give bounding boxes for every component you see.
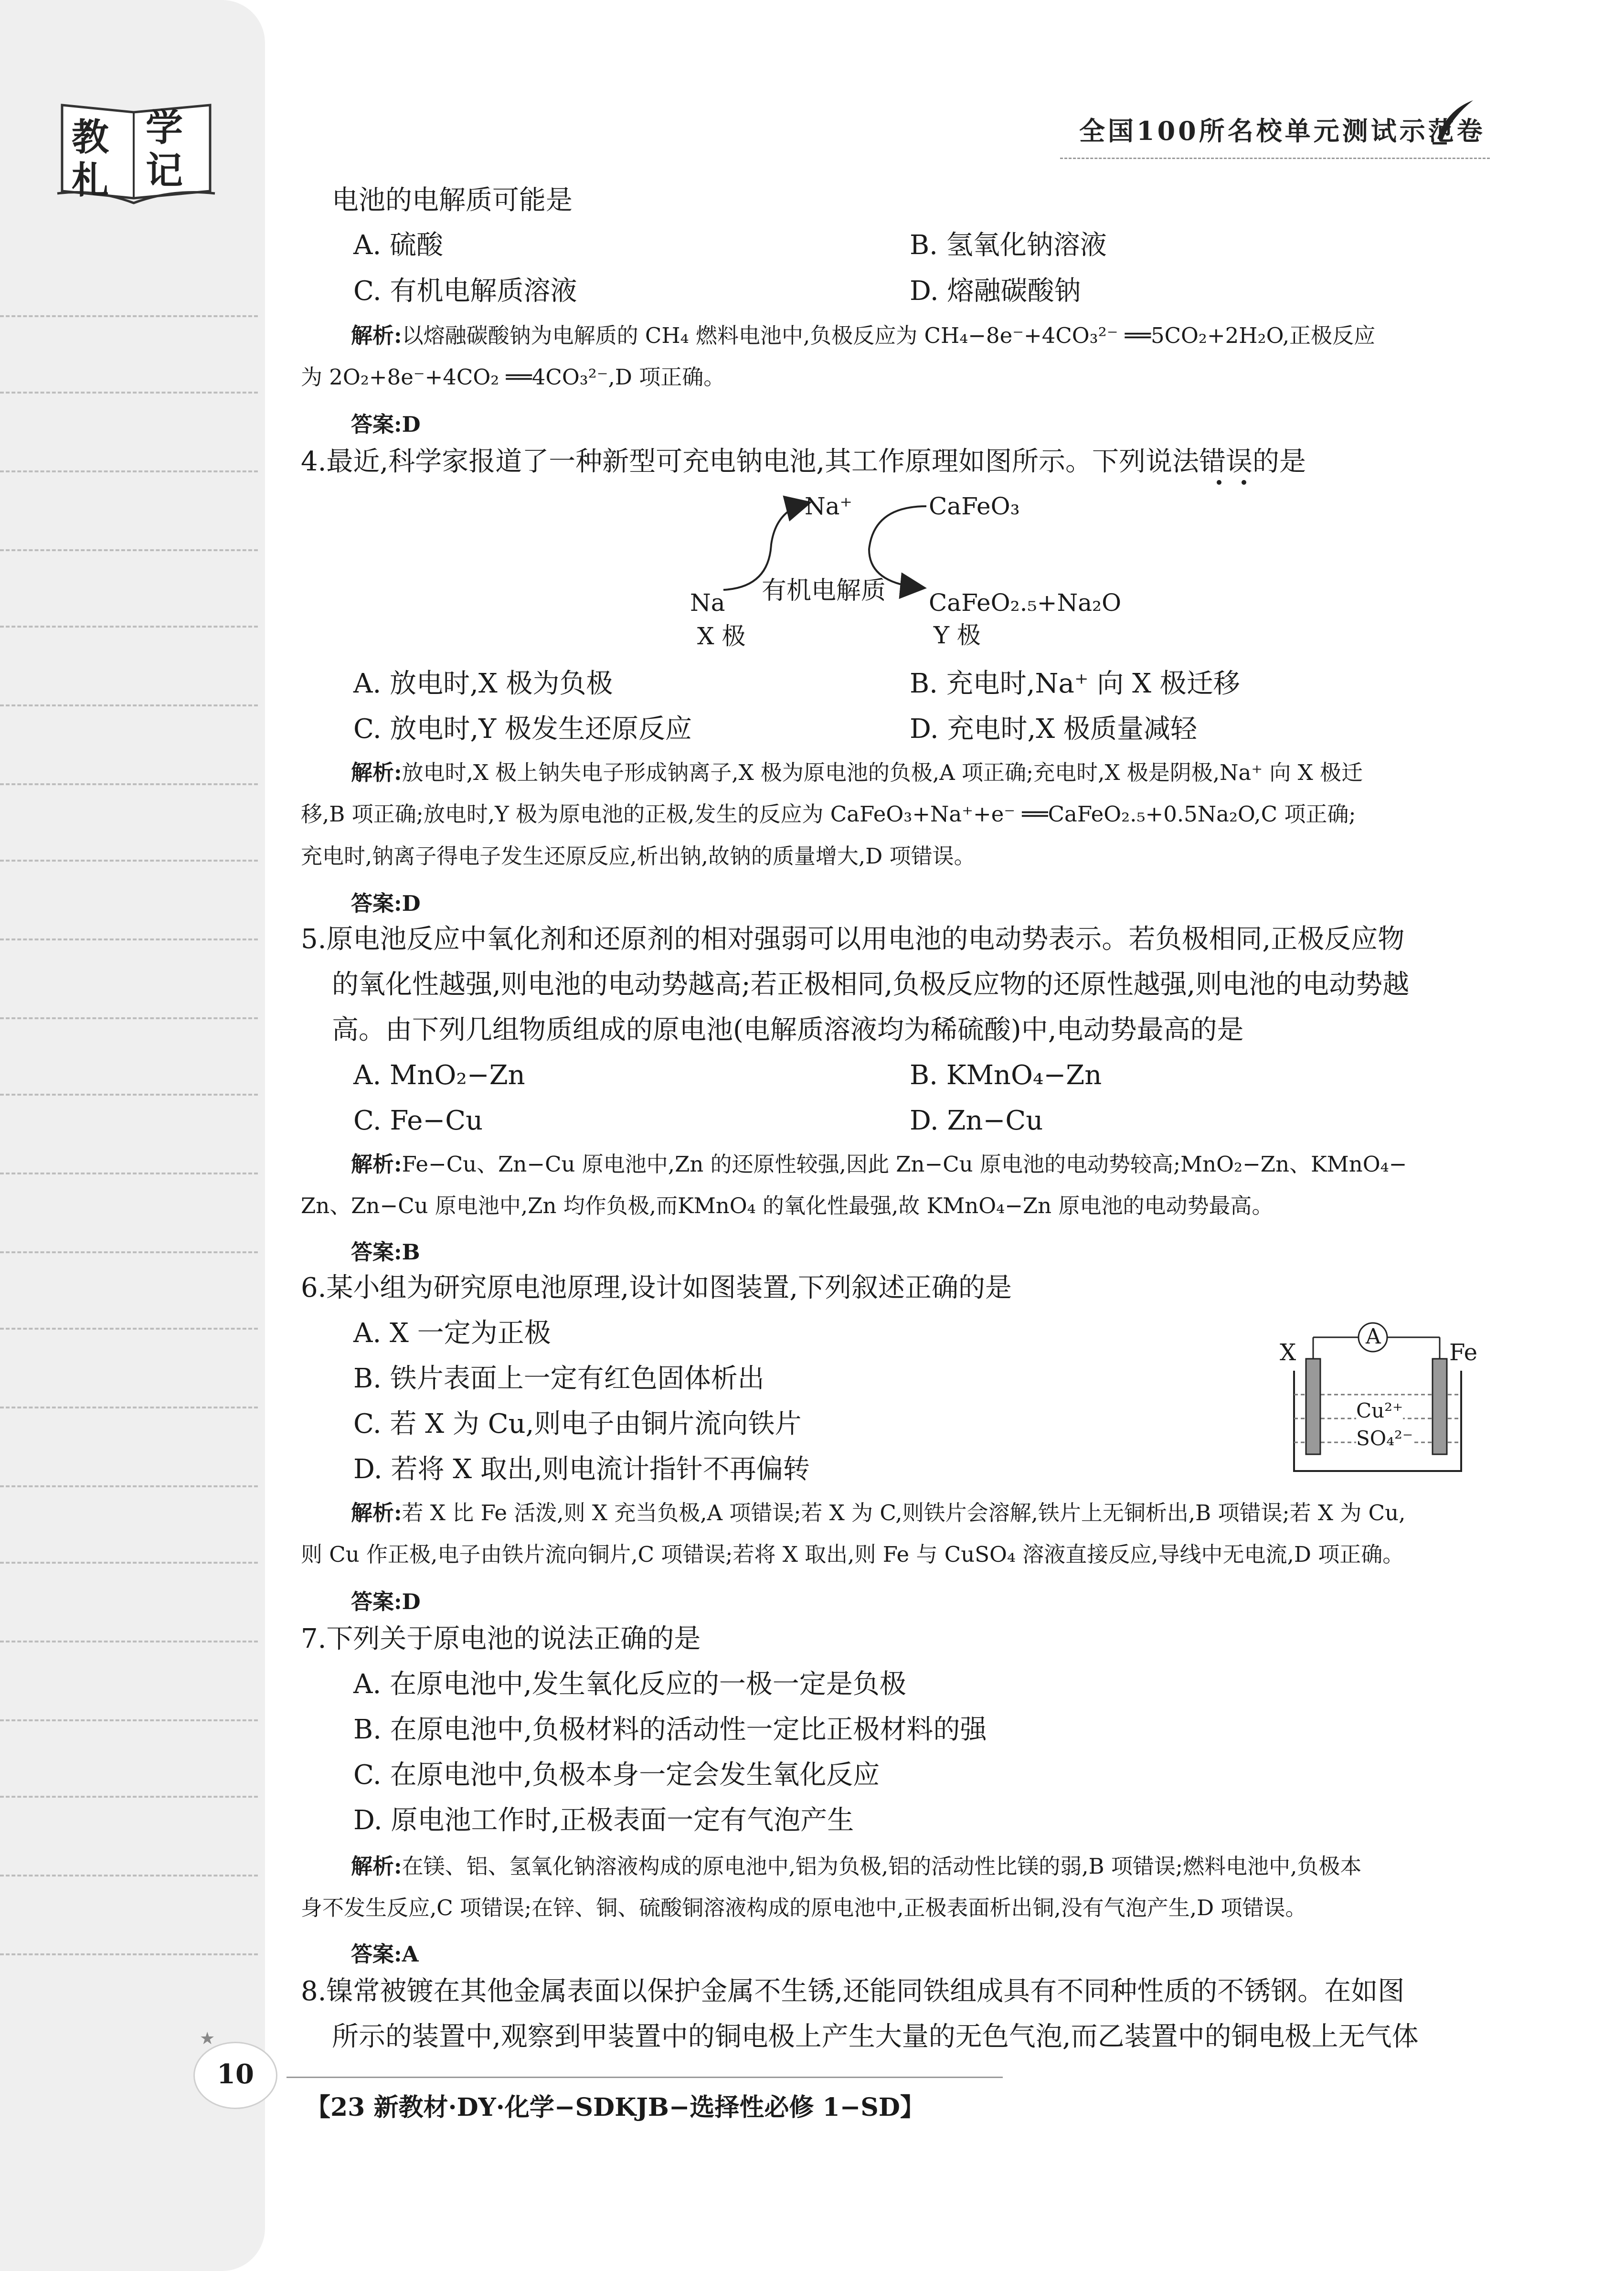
note-line [0,315,258,317]
analysis-line: 在镁、铝、氢氧化钠溶液构成的原电池中,铝为负极,铝的活动性比镁的弱,B 项错误;燃料电池中,负极本 [402,1854,1362,1879]
option-a: A. 在原电池中,发生氧化反应的一极一定是负极 [353,1669,906,1700]
logo-teaching-notes [53,96,220,205]
analysis-line: 充电时,钠离子得电子发生还原反应,析出钠,故钠的质量增大,D 项错误。 [301,843,976,869]
note-line [0,1796,258,1798]
emphasis-dot [1242,480,1246,485]
note-line [0,860,258,862]
analysis-label: 解析: [351,1500,402,1525]
option-b: B. 在原电池中,负极材料的活动性一定比正极材料的强 [353,1714,987,1745]
option-a: A. MnO₂−Zn [353,1060,525,1091]
question-5-stem: 5.原电池反应中氧化剂和还原剂的相对强弱可以用电池的电动势表示。若负极相同,正极反应物 [301,924,1405,955]
question-8-stem: 所示的装置中,观察到甲装置中的铜电极上产生大量的无色气泡,而乙装置中的铜电极上无气体 [332,2021,1419,2052]
note-line [0,783,258,785]
option-c: C. Fe−Cu [353,1105,483,1136]
logo-char: 教 [72,116,109,159]
option-a: A. X 一定为正极 [353,1318,551,1349]
emphasis-dot [1217,480,1221,485]
answer: 答案:B [351,1239,420,1265]
option-a: A. 放电时,X 极为负极 [353,668,613,699]
ammeter-label: A [1366,1324,1381,1349]
note-line [0,1562,258,1564]
option-b: B. 充电时,Na⁺ 向 X 极迁移 [910,668,1240,699]
sodium-battery-diagram [669,487,1122,659]
quill-icon [1428,96,1480,148]
note-line [0,704,258,706]
option-b: B. 氢氧化钠溶液 [910,230,1107,261]
logo-char: 记 [146,149,183,192]
analysis-line: 放电时,X 极上钠失电子形成钠离子,X 极为原电池的负极,A 项正确;充电时,X 极是阴极,Na⁺ 向 X 极迁 [402,760,1363,785]
note-line [0,1407,258,1408]
analysis-label: 解析: [351,323,402,348]
analysis-line: 为 2O₂+8e⁻+4CO₂ ══4CO₃²⁻,D 项正确。 [301,364,725,390]
series-title: 全国100所名校单元测试示范卷 [1079,116,1486,146]
option-b: B. 铁片表面上一定有红色固体析出 [353,1363,764,1394]
electrode-x-label: X [1280,1339,1296,1366]
notes-sidebar [0,0,265,2271]
note-line [0,626,258,628]
copper-ion-label: Cu²⁺ [1356,1396,1403,1426]
answer: 答案:D [351,412,421,437]
analysis-line: 以熔融碳酸钠为电解质的 CH₄ 燃料电池中,负极反应为 CH₄−8e⁻+4CO₃²⁻ ══5CO₂+2H₂O,正极反应 [402,323,1376,348]
answer: 答案:D [351,1589,421,1614]
option-c: C. 若 X 为 Cu,则电子由铜片流向铁片 [353,1408,802,1439]
header-rule [1060,158,1490,159]
analysis-label: 解析: [351,1151,402,1177]
option-a: A. 硫酸 [353,230,444,261]
y-electrode-label: Y 极 [934,621,981,649]
cafeo3-label: CaFeO₃ [929,492,1020,520]
answer: 答案:A [351,1941,419,1967]
note-line [0,1017,258,1019]
sodium-label: Na [690,589,725,617]
star-icon: ★ [200,2029,215,2048]
footer-rule [287,2077,1003,2078]
product-label: CaFeO₂.₅+Na₂O [929,589,1122,617]
option-d: D. 熔融碳酸钠 [910,276,1081,307]
option-c: C. 在原电池中,负极本身一定会发生氧化反应 [353,1759,880,1791]
note-line [0,1953,258,1955]
note-line [0,1251,258,1253]
question-5-stem: 的氧化性越强,则电池的电动势越高;若正极相同,负极反应物的还原性越强,则电池的电动势越 [332,969,1410,1000]
electrode-fe-label: Fe [1449,1339,1478,1366]
analysis-line: 则 Cu 作正极,电子由铁片流向铜片,C 项错误;若将 X 取出,则 Fe 与 CuSO₄ 溶液直接反应,导线中无电流,D 项正确。 [301,1542,1404,1567]
logo-char: 学 [146,106,183,149]
book-code: 【23 新教材·DY·化学−SDKJB−选择性必修 1−SD】 [306,2093,925,2122]
page-number-badge [193,2042,277,2109]
analysis-line: 若 X 比 Fe 活泼,则 X 充当负极,A 项错误;若 X 为 C,则铁片会溶解,铁片上无铜析出,B 项错误;若 X 为 Cu, [402,1500,1406,1525]
note-line [0,1875,258,1877]
option-d: D. 充电时,X 极质量减轻 [910,714,1197,745]
question-6-stem: 6.某小组为研究原电池原理,设计如图装置,下列叙述正确的是 [301,1272,1012,1303]
note-line [0,1641,258,1642]
analysis-line: Fe−Cu、Zn−Cu 原电池中,Zn 的还原性较强,因此 Zn−Cu 原电池的电动势较高;MnO₂−Zn、KMnO₄− [402,1151,1407,1177]
analysis-line: 身不发生反应,C 项错误;在锌、铜、硫酸铜溶液构成的原电池中,正极表面析出铜,没有气泡产生,D 项错误。 [301,1895,1307,1920]
option-d: D. 若将 X 取出,则电流计指针不再偏转 [353,1454,810,1485]
note-line [0,470,258,472]
question-4-stem: 4.最近,科学家报道了一种新型可充电钠电池,其工作原理如图所示。下列说法错误的是 [301,446,1306,477]
question-7-stem: 7.下列关于原电池的说法正确的是 [301,1623,701,1654]
analysis-label: 解析: [351,1854,402,1879]
option-c: C. 放电时,Y 极发生还原反应 [353,714,692,745]
option-c: C. 有机电解质溶液 [353,276,577,307]
answer: 答案:D [351,891,421,916]
note-line [0,1719,258,1721]
note-line [0,1094,258,1096]
analysis-line: Zn、Zn−Cu 原电池中,Zn 均作负极,而KMnO₄ 的氧化性最强,故 KMnO₄−Zn 原电池的电动势最高。 [301,1193,1274,1218]
analysis-label: 解析: [351,760,402,785]
analysis-line: 移,B 项正确;放电时,Y 极为原电池的正极,发生的反应为 CaFeO₃+Na⁺+e⁻ ══CaFeO₂.₅+0.5Na₂O,C 项正确; [301,801,1356,827]
question-3-stem: 电池的电解质可能是 [332,185,573,216]
sulfate-ion-label: SO₄²⁻ [1356,1423,1413,1454]
sodium-ion: Na⁺ [805,492,852,520]
option-b: B. KMnO₄−Zn [910,1060,1102,1091]
galvanic-cell-diagram [1280,1309,1480,1481]
note-line [0,1328,258,1330]
option-d: D. 原电池工作时,正极表面一定有气泡产生 [353,1805,854,1836]
logo-char: 札 [72,159,109,202]
x-electrode-label: X 极 [697,622,746,650]
note-line [0,1173,258,1174]
question-5-stem: 高。由下列几组物质组成的原电池(电解质溶液均为稀硫酸)中,电动势最高的是 [332,1014,1244,1045]
note-line [0,1485,258,1487]
note-line [0,938,258,940]
note-line [0,392,258,394]
page-number: 10 [217,2058,254,2090]
option-d: D. Zn−Cu [910,1105,1043,1136]
question-8-stem: 8.镍常被镀在其他金属表面以保护金属不生锈,还能同铁组成具有不同种性质的不锈钢。在如图 [301,1976,1405,2007]
note-line [0,549,258,551]
electrolyte-label: 有机电解质 [762,576,886,605]
